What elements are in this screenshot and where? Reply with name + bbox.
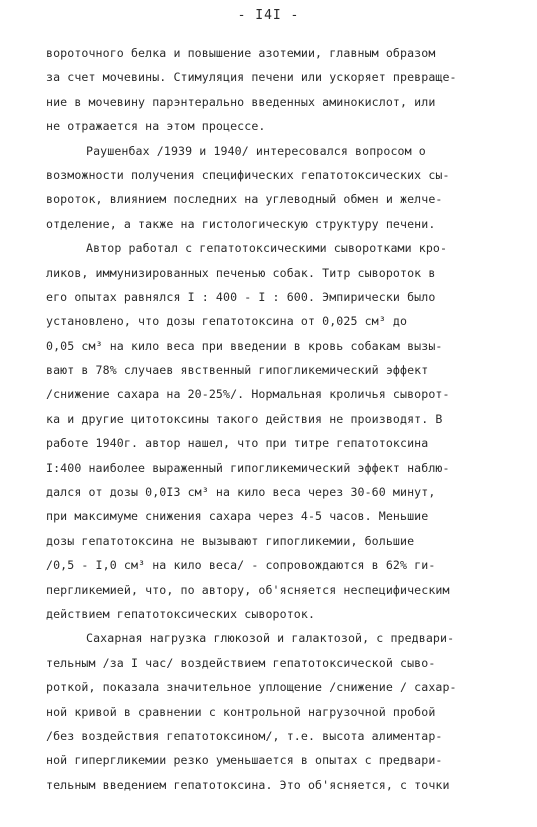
- text-line: тельным /за I час/ воздействием гепатотоксической сыво-: [46, 655, 436, 670]
- text-line: Автор работал с гепатотоксическими сыворотками кро-: [86, 241, 448, 256]
- text-line: ной кривой в сравнении с контрольной нагрузочной пробой: [46, 704, 436, 719]
- body-text: [46, 41, 516, 797]
- text-line: установлено, что дозы гепатотоксина от 0,025 см³ до: [46, 314, 408, 329]
- page-number: - I4I -: [237, 8, 300, 23]
- text-line: вают в 78% случаев явственный гипогликемический эффект: [46, 363, 429, 378]
- text-line: ной гипергликемии резко уменьшается в опытах с предвари-: [46, 753, 443, 768]
- text-line: 0,05 см³ на кило веса при введении в кровь собакам вызы-: [46, 338, 443, 353]
- text-line: /0,5 - I,0 см³ на кило веса/ - сопровождаются в 62% ги-: [46, 558, 436, 573]
- text-line: пергликемией, что, по автору, об'ясняется неспецифическим: [46, 582, 450, 597]
- text-line: дался от дозы 0,0I3 см³ на кило веса через 30-60 минут,: [46, 485, 436, 500]
- text-line: ликов, иммунизированных печенью собак. Титр сывороток в: [46, 265, 436, 280]
- text-line: /снижение сахара на 20-25%/. Нормальная кроличья сыворот-: [46, 387, 450, 402]
- text-line: дозы гепатотоксина не вызывают гипогликемии, большие: [46, 533, 415, 548]
- text-line: за счет мочевины. Стимуляция печени или ускоряет превраще-: [46, 70, 457, 85]
- text-line: /без воздействия гепатотоксином/, т.е. высота алиментар-: [46, 728, 443, 743]
- text-line: действием гепатотоксических сывороток.: [46, 606, 316, 621]
- text-line: возможности получения специфических гепатотоксических сы-: [46, 167, 450, 182]
- text-line: отделение, а также на гистологическую структуру печени.: [46, 216, 436, 231]
- text-line: тельным введением гепатотоксина. Это об'ясняется, с точки: [46, 777, 450, 792]
- text-line: I:400 наиболее выраженный гипогликемический эффект наблю-: [46, 460, 450, 475]
- text-line: ка и другие цитотоксины такого действия не производят. В: [46, 411, 443, 426]
- text-line: Сахарная нагрузка глюкозой и галактозой, с предвари-: [86, 631, 455, 646]
- text-line: его опытах равнялся I : 400 - I : 600. Эмпирически было: [46, 289, 436, 304]
- text-line: роткой, показала значительное уплощение /снижение / сахар-: [46, 680, 457, 695]
- text-line: работе 1940г. автор нашел, что при титре гепатотоксина: [46, 436, 429, 451]
- text-line: Раушенбах /1939 и 1940/ интересовался вопросом о: [86, 143, 426, 158]
- text-line: при максимуме снижения сахара через 4-5 часов. Меньшие: [46, 509, 429, 524]
- text-line: не отражается на этом процессе.: [46, 119, 266, 134]
- text-line: ние в мочевину парэнтерально введенных аминокислот, или: [46, 94, 436, 109]
- text-line: вороточного белка и повышение азотемии, главным образом: [46, 46, 436, 60]
- text-line: вороток, влиянием последних на углеводный обмен и желче-: [46, 192, 443, 207]
